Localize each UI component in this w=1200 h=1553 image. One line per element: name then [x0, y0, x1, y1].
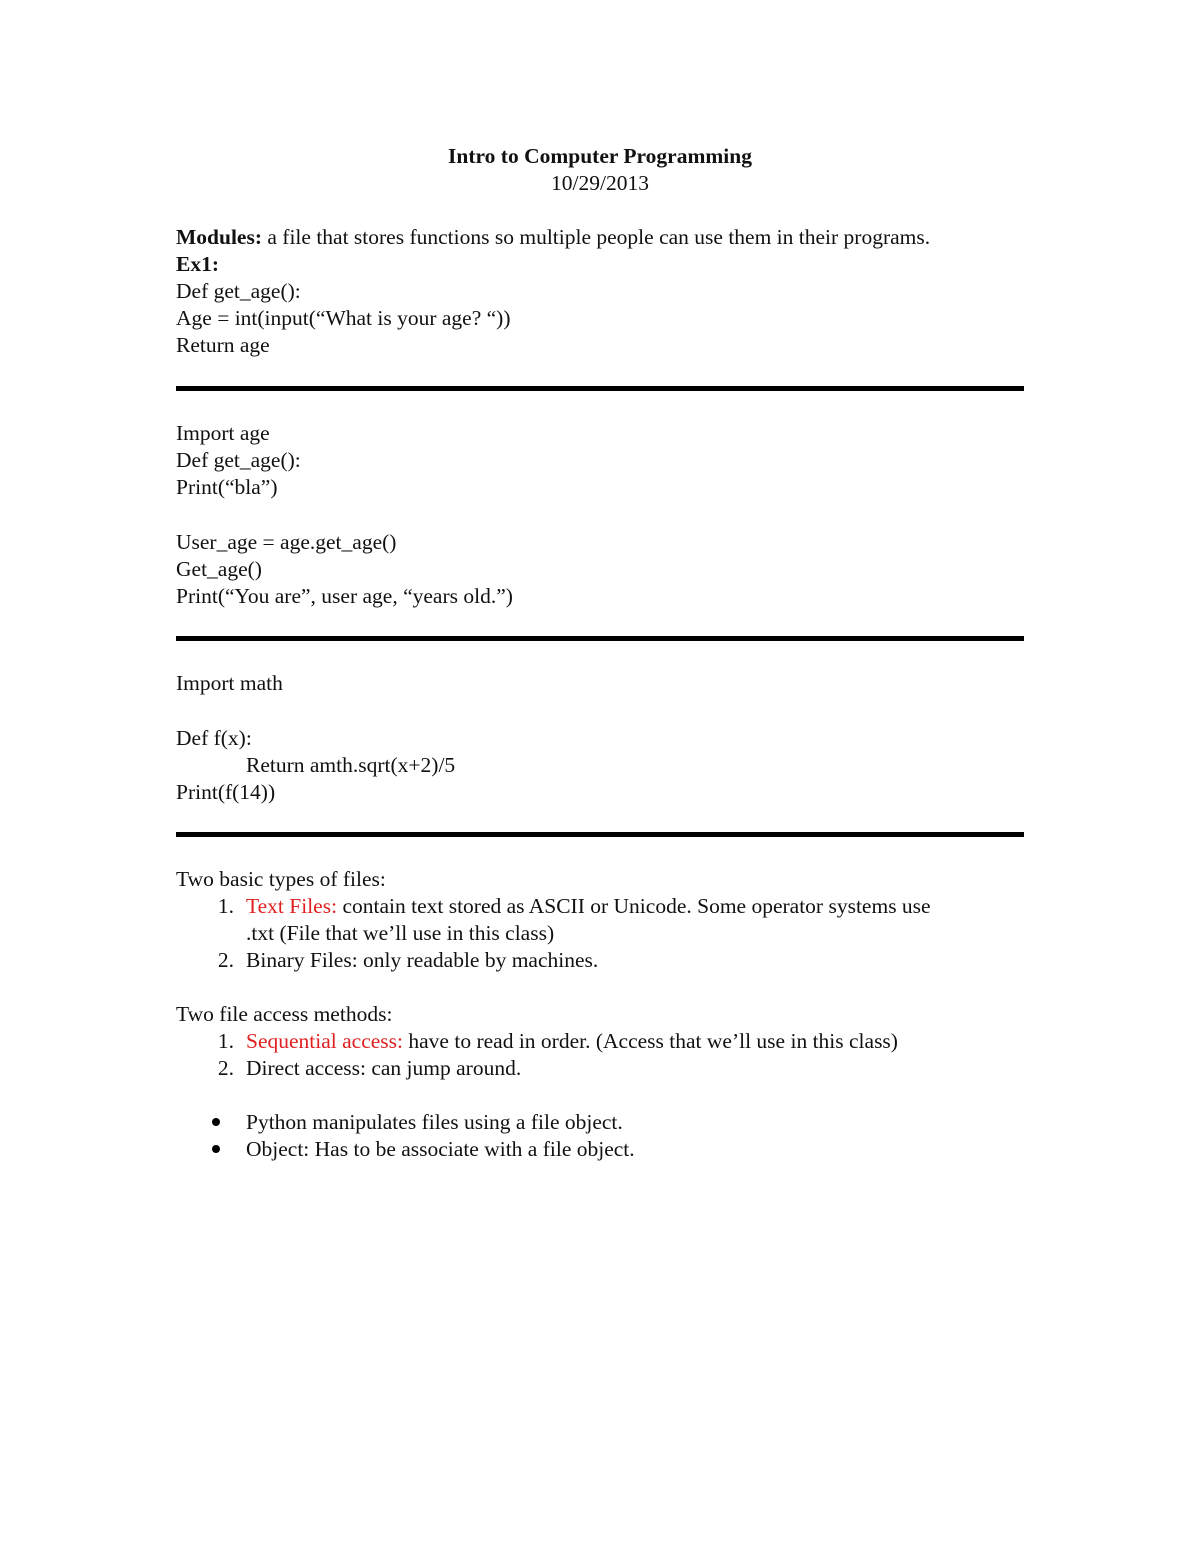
list-term: Text Files:	[246, 894, 338, 918]
list-number: 1.	[217, 894, 234, 918]
list-number: 2.	[217, 1056, 234, 1080]
example-label: Ex1:	[176, 252, 219, 276]
list-text: contain text stored as ASCII or Unicode. Some operator systems use	[337, 894, 931, 918]
document-title: Intro to Computer Programming	[448, 144, 752, 168]
horizontal-rule	[176, 832, 1024, 837]
code-line: Print(“bla”)	[176, 475, 278, 499]
code-line: User_age = age.get_age()	[176, 530, 397, 554]
list-number: 1.	[217, 1029, 234, 1053]
list-term: Sequential access:	[246, 1029, 404, 1053]
list-item: Direct access: can jump around.	[246, 1056, 522, 1080]
horizontal-rule	[176, 386, 1024, 391]
list-item-continuation: .txt (File that we’ll use in this class)	[246, 921, 555, 945]
code-line: Return age	[176, 333, 270, 357]
horizontal-rule	[176, 636, 1024, 641]
document-date: 10/29/2013	[551, 171, 649, 195]
code-line: Def get_age():	[176, 448, 301, 472]
code-line: Print(f(14))	[176, 780, 276, 804]
modules-text: a file that stores functions so multiple people can use them in their programs.	[262, 225, 931, 249]
list-item	[246, 1028, 898, 1055]
code-line: Def f(x):	[176, 726, 252, 750]
file-types-heading: Two basic types of files:	[176, 867, 386, 891]
bullet-icon	[212, 1118, 220, 1126]
code-line: Import math	[176, 671, 283, 695]
code-line: Import age	[176, 421, 270, 445]
list-text: have to read in order. (Access that we’ll use in this class)	[403, 1029, 898, 1053]
list-item: Binary Files: only readable by machines.	[246, 948, 599, 972]
code-line: Print(“You are”, user age, “years old.”)	[176, 584, 513, 608]
modules-definition	[176, 224, 930, 251]
code-line: Get_age()	[176, 557, 262, 581]
bullet-item: Object: Has to be associate with a file object.	[246, 1137, 635, 1161]
code-line: Age = int(input(“What is your age? “))	[176, 306, 511, 330]
code-line: Def get_age():	[176, 279, 301, 303]
bullet-item: Python manipulates files using a file object.	[246, 1110, 623, 1134]
bullet-icon	[212, 1145, 220, 1153]
modules-term: Modules:	[176, 225, 262, 249]
list-item	[246, 893, 931, 920]
list-number: 2.	[217, 948, 234, 972]
code-line: Return amth.sqrt(x+2)/5	[246, 753, 456, 777]
access-methods-heading: Two file access methods:	[176, 1002, 393, 1026]
